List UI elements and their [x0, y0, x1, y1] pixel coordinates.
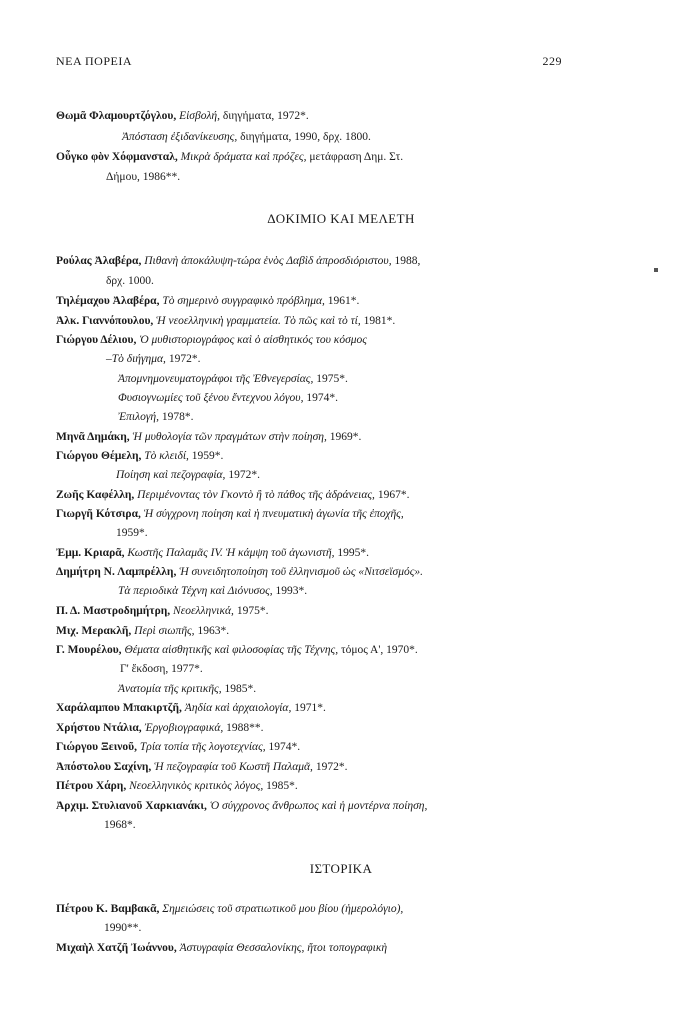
- entry-title: Ἡ σύγχρονη ποίηση καὶ ἡ πνευματικὴ ἀγωνία τῆς ἐποχῆς,: [143, 508, 404, 520]
- section-heading: ΔΟΚΙΜΙΟ ΚΑΙ ΜΕΛΕΤΗ: [267, 211, 415, 226]
- bibliography-entry: [56, 106, 566, 127]
- bibliography-entry: [56, 291, 566, 312]
- entry-title: Εἰσβολή,: [179, 110, 221, 122]
- entry-title: Τὸ σημερινὸ συγγραφικὸ πρόβλημα,: [162, 295, 325, 307]
- entry-details: 1972*.: [228, 469, 260, 481]
- entry-author: Οὖγκο φὸν Χόφμανσταλ,: [56, 151, 178, 163]
- entry-details: δρχ. 1000.: [106, 275, 154, 287]
- bibliography-entry: [56, 446, 566, 467]
- entry-details: 1969*.: [329, 431, 362, 443]
- bibliography-entry: [56, 776, 566, 797]
- entry-author: Τηλέμαχου Ἀλαβέρα,: [56, 295, 160, 307]
- entry-continuation: [118, 679, 256, 700]
- entry-author: Ζωῆς Καφέλλη,: [56, 489, 135, 501]
- entry-title: Περὶ σιωπῆς,: [134, 625, 195, 637]
- entry-title: Μικρὰ δράματα καὶ πρόζες,: [180, 151, 307, 163]
- entry-author: Ἀπόστολου Σαχίνη,: [56, 761, 152, 773]
- bibliography-entry: [56, 601, 566, 622]
- entry-title: Ἀστυγραφία Θεσσαλονίκης, ἤτοι τοπογραφικὴ: [179, 942, 388, 954]
- entry-author: Θωμᾶ Φλαμουρτζόγλου,: [56, 110, 177, 122]
- bibliography-entry: [56, 621, 566, 642]
- bibliography-entry: [56, 718, 566, 739]
- entry-details: διηγήματα, 1990, δρχ. 1800.: [240, 131, 371, 143]
- entry-author: Πέτρου Κ. Βαμβακᾶ,: [56, 903, 160, 915]
- entry-author: Ρούλας Ἀλαβέρα,: [56, 255, 142, 267]
- entry-author: Χαράλαμπου Μπακιρτζῆ,: [56, 702, 182, 714]
- bibliography-entry: [56, 796, 566, 817]
- entry-continuation: [116, 465, 260, 486]
- bibliography-entry: [56, 562, 566, 583]
- entry-details: 1981*.: [363, 315, 396, 327]
- entry-continuation: [120, 659, 203, 680]
- entry-continuation: [106, 271, 154, 292]
- entry-continuation: [106, 349, 200, 370]
- entry-continuation: [118, 369, 348, 390]
- entry-author: Μιχαὴλ Χατζῆ Ἰωάννου,: [56, 942, 177, 954]
- entry-title: Πιθανὴ ἀποκάλυψη-τώρα ἑνὸς Δαβὶδ ἀπροσδιόριστου,: [144, 255, 392, 267]
- bibliography-entry: [56, 899, 566, 920]
- entry-continuation: [118, 388, 338, 409]
- entry-title: Περιμένοντας τὸν Γκοντὸ ἢ τὸ πάθος τῆς ἀδράνειας,: [137, 489, 375, 501]
- entry-title: Τὸ κλειδί,: [144, 450, 189, 462]
- entry-continuation: [104, 918, 141, 939]
- entry-continuation: [118, 581, 307, 602]
- entry-title: Ἡ συνειδητοποίηση τοῦ ἑλληνισμοῦ ὡς «Νιτσεϊσμός».: [179, 566, 424, 578]
- bibliography-entry: [56, 737, 566, 758]
- entry-author: Πέτρου Χάρη,: [56, 780, 127, 792]
- entry-title: Κωστῆς Παλαμᾶς IV. Ἡ κάμψη τοῦ ἀγωνιστῆ,: [127, 547, 335, 559]
- entry-details: 1968*.: [104, 819, 136, 831]
- bibliography-entry: [56, 427, 566, 448]
- entry-details: 1988,: [394, 255, 421, 267]
- entry-title: Ἀνατομία τῆς κριτικῆς,: [118, 683, 222, 695]
- entry-details: 1971*.: [294, 702, 326, 714]
- entry-title: Ἀηδία καὶ ἀρχαιολογία,: [184, 702, 292, 714]
- bibliography-entry: [56, 543, 566, 564]
- bibliography-entry: [56, 757, 566, 778]
- entry-title: Θέματα αἰσθητικῆς καὶ φιλοσοφίας τῆς Τέχνης,: [124, 644, 339, 656]
- entry-details: 1975*.: [316, 373, 348, 385]
- entry-details: τόμος Α', 1970*.: [340, 644, 418, 656]
- entry-details: 1975*.: [236, 605, 269, 617]
- entry-title: Ἡ πεζογραφία τοῦ Κωστῆ Παλαμᾶ,: [154, 761, 313, 773]
- entry-details: 1959*.: [116, 527, 148, 539]
- entry-continuation: [116, 523, 148, 544]
- running-header: [56, 54, 562, 69]
- entry-title: Νεοελληνικά,: [173, 605, 234, 617]
- entry-details: μετάφραση Δημ. Στ.: [309, 151, 404, 163]
- entry-author: Ἐμμ. Κριαρᾶ,: [56, 547, 125, 559]
- entry-author: Ἀλκ. Γιαννόπουλου,: [56, 315, 154, 327]
- entry-title: Ἀπομνημονευματογράφοι τῆς Ἐθνεγερσίας,: [118, 373, 314, 385]
- scan-speck: [654, 268, 658, 272]
- entry-title: Τρία τοπία τῆς λογοτεχνίας,: [139, 741, 266, 753]
- entry-title: Νεοελληνικὸς κριτικὸς λόγος,: [129, 780, 264, 792]
- entry-continuation: [104, 815, 136, 836]
- entry-author: Γιώργου Δέλιου,: [56, 334, 137, 346]
- entry-author: Γιωργῆ Κότσιρα,: [56, 508, 141, 520]
- journal-title: ΝΕΑ ΠΟΡΕΙΑ: [56, 54, 132, 68]
- entry-title: –Τὸ διήγημα,: [106, 353, 166, 365]
- entry-title: Φυσιογνωμίες τοῦ ξένου ἔντεχνου λόγου,: [118, 392, 304, 404]
- entry-author: Γ. Μουρέλου,: [56, 644, 122, 656]
- bibliography-entry: [56, 251, 566, 272]
- entry-title: Τὰ περιοδικὰ Τέχνη καὶ Διόνυσος,: [118, 585, 273, 597]
- entry-author: Ἀρχιμ. Στυλιανοῦ Χαρκιανάκι,: [56, 800, 207, 812]
- section-heading: ΙΣΤΟΡΙΚΑ: [309, 861, 373, 876]
- entry-title: Ἡ νεοελληνικὴ γραμματεία. Τὸ πῶς καὶ τὸ τί,: [156, 315, 361, 327]
- bibliography-entry: [56, 504, 566, 525]
- bibliography-entry: [56, 311, 566, 332]
- entry-details: διηγήματα, 1972*.: [222, 110, 309, 122]
- entry-author: Μηνᾶ Δημάκη,: [56, 431, 130, 443]
- entry-author: Γιώργου Θέμελη,: [56, 450, 142, 462]
- entry-details: 1972*.: [315, 761, 348, 773]
- entry-details: 1972*.: [168, 353, 201, 365]
- entry-author: Π. Δ. Μαστροδημήτρη,: [56, 605, 171, 617]
- entry-details: Γ' ἔκδοση, 1977*.: [120, 663, 203, 675]
- entry-details: 1967*.: [377, 489, 410, 501]
- entry-title: Ὁ μυθιστοριογράφος καὶ ὁ αἰσθητικός του κόσμος: [139, 334, 367, 346]
- entry-title: Ἐργοβιογραφικά,: [144, 722, 224, 734]
- entry-details: 1988**.: [226, 722, 264, 734]
- entry-continuation: [122, 127, 371, 148]
- entry-details: 1961*.: [327, 295, 360, 307]
- bibliography-entry: [56, 147, 566, 168]
- entry-details: 1974*.: [268, 741, 301, 753]
- entry-title: Ἐπιλογή,: [118, 411, 159, 423]
- entry-author: Δημήτρη Ν. Λαμπρέλλη,: [56, 566, 177, 578]
- entry-details: 1985*.: [266, 780, 298, 792]
- bibliography-entry: [56, 485, 566, 506]
- entry-details: 1959*.: [191, 450, 224, 462]
- entry-author: Χρήστου Ντάλια,: [56, 722, 142, 734]
- entry-title: Ποίηση καὶ πεζογραφία,: [116, 469, 226, 481]
- entry-details: 1978*.: [161, 411, 194, 423]
- entry-details: Δήμου, 1986**.: [106, 171, 181, 183]
- entry-details: 1993*.: [275, 585, 308, 597]
- entry-title: Ἀπόσταση ἐξιδανίκευσης,: [122, 131, 238, 143]
- entry-title: Ὁ σύγχρονος ἄνθρωπος καὶ ἡ μοντέρνα ποίηση,: [209, 800, 428, 812]
- entry-details: 1995*.: [337, 547, 369, 559]
- entry-details: 1985*.: [224, 683, 257, 695]
- entry-details: 1963*.: [197, 625, 230, 637]
- entry-title: Ἡ μυθολογία τῶν πραγμάτων στὴν ποίηση,: [132, 431, 327, 443]
- entry-author: Μιχ. Μερακλῆ,: [56, 625, 132, 637]
- entry-details: 1974*.: [306, 392, 338, 404]
- entry-details: 1990**.: [104, 922, 142, 934]
- entry-continuation: [118, 407, 193, 428]
- bibliography-entry: [56, 698, 566, 719]
- page-number: 229: [542, 54, 562, 68]
- entry-author: Γιώργου Ξεινοῦ,: [56, 741, 138, 753]
- entry-title: Σημειώσεις τοῦ στρατιωτικοῦ μου βίου (ἡμερολόγιο),: [162, 903, 404, 915]
- bibliography-entry: [56, 938, 566, 959]
- bibliography-entry: [56, 640, 566, 661]
- bibliography-entry: [56, 330, 566, 351]
- entry-continuation: [106, 167, 180, 188]
